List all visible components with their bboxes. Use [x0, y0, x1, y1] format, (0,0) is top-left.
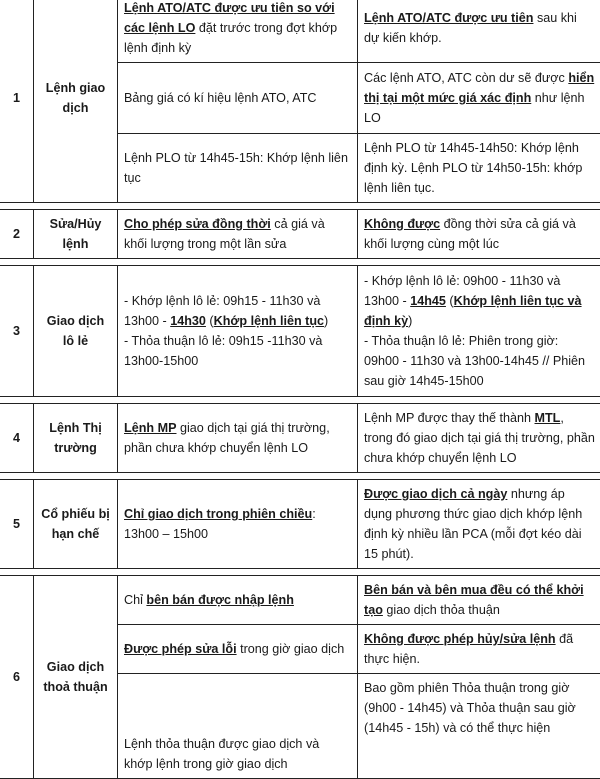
- emphasized-text: Được phép sửa lỗi: [124, 642, 237, 656]
- row-category: Sửa/Hủy lệnh: [34, 210, 118, 259]
- rule-text: đã thực hiện.: [364, 632, 573, 666]
- rule-text: giao dịch thỏa thuận: [383, 603, 500, 617]
- old-rule-cell: [118, 210, 358, 259]
- row-number: 4: [0, 404, 34, 473]
- rule-text: Lệnh MP được thay thế thành: [364, 411, 535, 425]
- row-number: 3: [0, 266, 34, 397]
- old-rule-cell: [118, 63, 358, 134]
- emphasized-text: Lệnh ATO/ATC được ưu tiên so với các lệnh LO: [124, 1, 335, 35]
- old-rule-cell: [118, 480, 358, 569]
- table-row: [0, 266, 600, 397]
- rule-text: sau khi dự kiến khớp.: [364, 11, 577, 45]
- row-separator: [0, 397, 600, 404]
- emphasized-text: Được giao dịch cả ngày: [364, 487, 507, 501]
- rule-text: như lệnh LO: [364, 91, 585, 125]
- rule-text: cả giá và khối lượng trong một lần sửa: [124, 217, 325, 251]
- table-row: [0, 0, 600, 63]
- emphasized-text: Khớp lệnh liên tục và định kỳ: [364, 294, 582, 328]
- rule-text: : 13h00 – 15h00: [124, 507, 316, 541]
- new-rule-cell: [358, 404, 600, 473]
- row-number: 1: [0, 0, 34, 203]
- rule-text: (: [446, 294, 454, 308]
- rule-text: - Thỏa thuận lô lẻ: 09h15 -11h30 và 13h00-15h00: [124, 334, 322, 368]
- new-rule-cell: [358, 63, 600, 134]
- emphasized-text: MTL: [535, 411, 561, 425]
- old-rule-cell: [118, 134, 358, 203]
- new-rule-cell: [358, 0, 600, 63]
- rule-text: (: [206, 314, 214, 328]
- emphasized-text: Khớp lệnh liên tục: [214, 314, 324, 328]
- table-row: [0, 480, 600, 569]
- old-rule-cell: [118, 674, 358, 779]
- rule-text: - Thỏa thuận lô lẻ: Phiên trong giờ: 09h00 - 11h30 và 13h00-14h45 // Phiên sau giờ 14h45-15h00: [364, 334, 585, 388]
- rule-text: đặt trước trong đợt khớp lệnh định kỳ: [124, 21, 337, 55]
- table-row: [0, 404, 600, 473]
- row-number: 6: [0, 576, 34, 779]
- table-row: [0, 576, 600, 625]
- emphasized-text: Không được: [364, 217, 440, 231]
- rule-text: trong giờ giao dịch: [237, 642, 345, 656]
- row-category: Giao dịch lô lẻ: [34, 266, 118, 397]
- table-row: [0, 210, 600, 259]
- new-rule-cell: [358, 210, 600, 259]
- rule-text: ): [324, 314, 328, 328]
- rule-text: giao dịch tại giá thị trường, phần chưa khớp chuyển lệnh LO: [124, 421, 330, 455]
- old-rule-cell: [118, 266, 358, 397]
- row-number: 5: [0, 480, 34, 569]
- row-separator: [0, 569, 600, 576]
- old-rule-cell: [118, 404, 358, 473]
- rule-text: đồng thời sửa cả giá và khối lượng cùng một lúc: [364, 217, 576, 251]
- rule-text: Các lệnh ATO, ATC còn dư sẽ được: [364, 71, 568, 85]
- emphasized-text: Chỉ giao dịch trong phiên chiều: [124, 507, 312, 521]
- row-category: Lệnh Thị trường: [34, 404, 118, 473]
- new-rule-cell: [358, 674, 600, 779]
- old-rule-cell: [118, 0, 358, 63]
- emphasized-text: 14h30: [170, 314, 206, 328]
- emphasized-text: Lệnh ATO/ATC được ưu tiên: [364, 11, 533, 25]
- row-separator: [0, 259, 600, 266]
- row-separator: [0, 473, 600, 480]
- emphasized-text: hiển thị tại một mức giá xác định: [364, 71, 594, 105]
- rule-text: - Khớp lệnh lô lẻ: 09h15 - 11h30 và 13h00 -: [124, 294, 320, 328]
- new-rule-cell: [358, 134, 600, 203]
- emphasized-text: Cho phép sửa đồng thời: [124, 217, 271, 231]
- emphasized-text: Không được phép hủy/sửa lệnh: [364, 632, 556, 646]
- rule-text: Bảng giá có kí hiệu lệnh ATO, ATC: [124, 91, 317, 105]
- rule-text: Bao gồm phiên Thỏa thuận trong giờ (9h00 - 14h45) và Thỏa thuận sau giờ (14h45 - 15h) và có thể thực hiện: [364, 681, 576, 735]
- rule-text: , trong đó giao dịch tại giá thị trường, phần chưa khớp chuyển lệnh LO: [364, 411, 595, 465]
- emphasized-text: bên bán được nhập lệnh: [146, 593, 294, 607]
- row-separator: [0, 203, 600, 210]
- row-category: Giao dịch thoả thuận: [34, 576, 118, 779]
- rule-text: - Khớp lệnh lô lẻ: 09h00 - 11h30 và 13h00 -: [364, 274, 560, 308]
- row-number: 2: [0, 210, 34, 259]
- emphasized-text: Bên bán và bên mua đều có thể khởi tạo: [364, 583, 584, 617]
- row-category: Lệnh giao dịch: [34, 0, 118, 203]
- rule-text: nhưng áp dụng phương thức giao dịch khớp lệnh định kỳ nhiều lần PCA (mỗi đợt kéo dài 15 phút).: [364, 487, 582, 561]
- row-category: Cổ phiếu bị hạn chế: [34, 480, 118, 569]
- rule-text: ): [408, 314, 412, 328]
- new-rule-cell: [358, 625, 600, 674]
- emphasized-text: Lệnh MP: [124, 421, 176, 435]
- new-rule-cell: [358, 576, 600, 625]
- old-rule-cell: [118, 625, 358, 674]
- emphasized-text: 14h45: [410, 294, 446, 308]
- new-rule-cell: [358, 480, 600, 569]
- new-rule-cell: [358, 266, 600, 397]
- rule-text: Lệnh PLO từ 14h45-14h50: Khớp lệnh định kỳ. Lệnh PLO từ 14h50-15h: khớp lệnh liên tục.: [364, 141, 582, 195]
- rule-text: Lệnh PLO từ 14h45-15h: Khớp lệnh liên tục: [124, 151, 348, 185]
- old-rule-cell: [118, 576, 358, 625]
- rule-text: Chỉ: [124, 593, 146, 607]
- rule-text: Lệnh thỏa thuận được giao dịch và khớp lệnh trong giờ giao dịch: [124, 737, 319, 771]
